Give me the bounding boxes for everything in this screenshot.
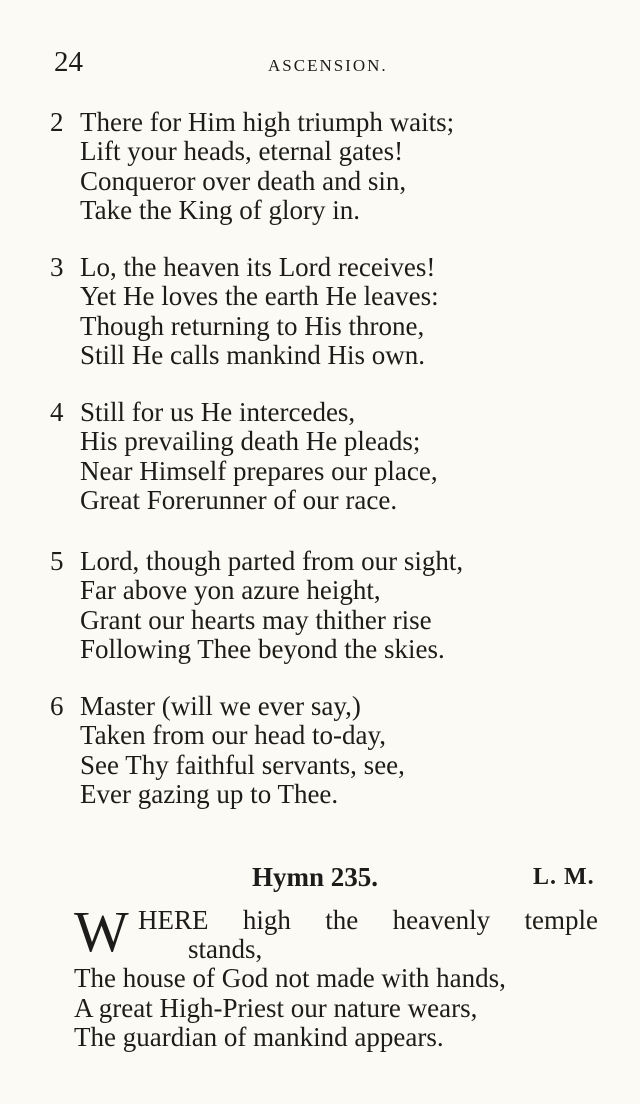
hymn-title: Hymn 235. [252,862,379,892]
verse-line: Still for us He intercedes, [80,397,356,427]
verse-line: Lord, though parted from our sight, [80,546,464,576]
verse-line: The house of God not made with hands, [74,963,506,993]
verse-line: Far above yon azure height, [80,575,381,606]
verse-line: Take the King of glory in. [80,194,361,225]
hymn-first-line: HERE high the heavenly temple [138,905,598,935]
verse-line: Taken from our head to-day, [80,720,386,751]
stanza-number: 5 [50,546,64,576]
verse-line: Ever gazing up to Thee. [80,778,339,809]
stanza-number: 3 [50,252,64,282]
verse-line: Following Thee beyond the skies. [80,633,445,664]
verse-line: Lift your heads, eternal gates! [80,136,404,167]
stanza-number: 6 [50,691,64,721]
verse-line: His prevailing death He pleads; [80,426,421,457]
verse-line: Yet He loves the earth He leaves: [80,281,439,312]
verse-line: See Thy faithful servants, see, [80,749,405,780]
stanza-number: 2 [50,107,64,137]
verse-line: Conqueror over death and sin, [80,165,407,196]
page-number: 24 [54,46,83,78]
verse-line: A great High-Priest our nature wears, [74,992,478,1023]
stanza-number: 4 [50,397,64,427]
page-header [54,46,600,82]
running-head: ASCENSION. [268,56,388,75]
verse-line: Master (will we ever say,) [80,691,361,721]
verse-line: Lo, the heaven its Lord receives! [80,252,436,282]
verse-line: Still He calls mankind His own. [80,339,425,370]
verse-line: Grant our hearts may thither rise [80,604,432,635]
verse-line: Near Himself prepares our place, [80,455,438,486]
hymn-meter: L. M. [533,864,595,890]
hymn-first-line-continuation: stands, [188,934,263,964]
drop-cap: W [74,899,129,964]
verse-line: There for Him high triumph waits; [80,107,455,137]
verse-line: Though returning to His throne, [80,310,425,341]
verse-line: Great Forerunner of our race. [80,484,398,515]
verse-line: The guardian of mankind appears. [74,1022,444,1052]
